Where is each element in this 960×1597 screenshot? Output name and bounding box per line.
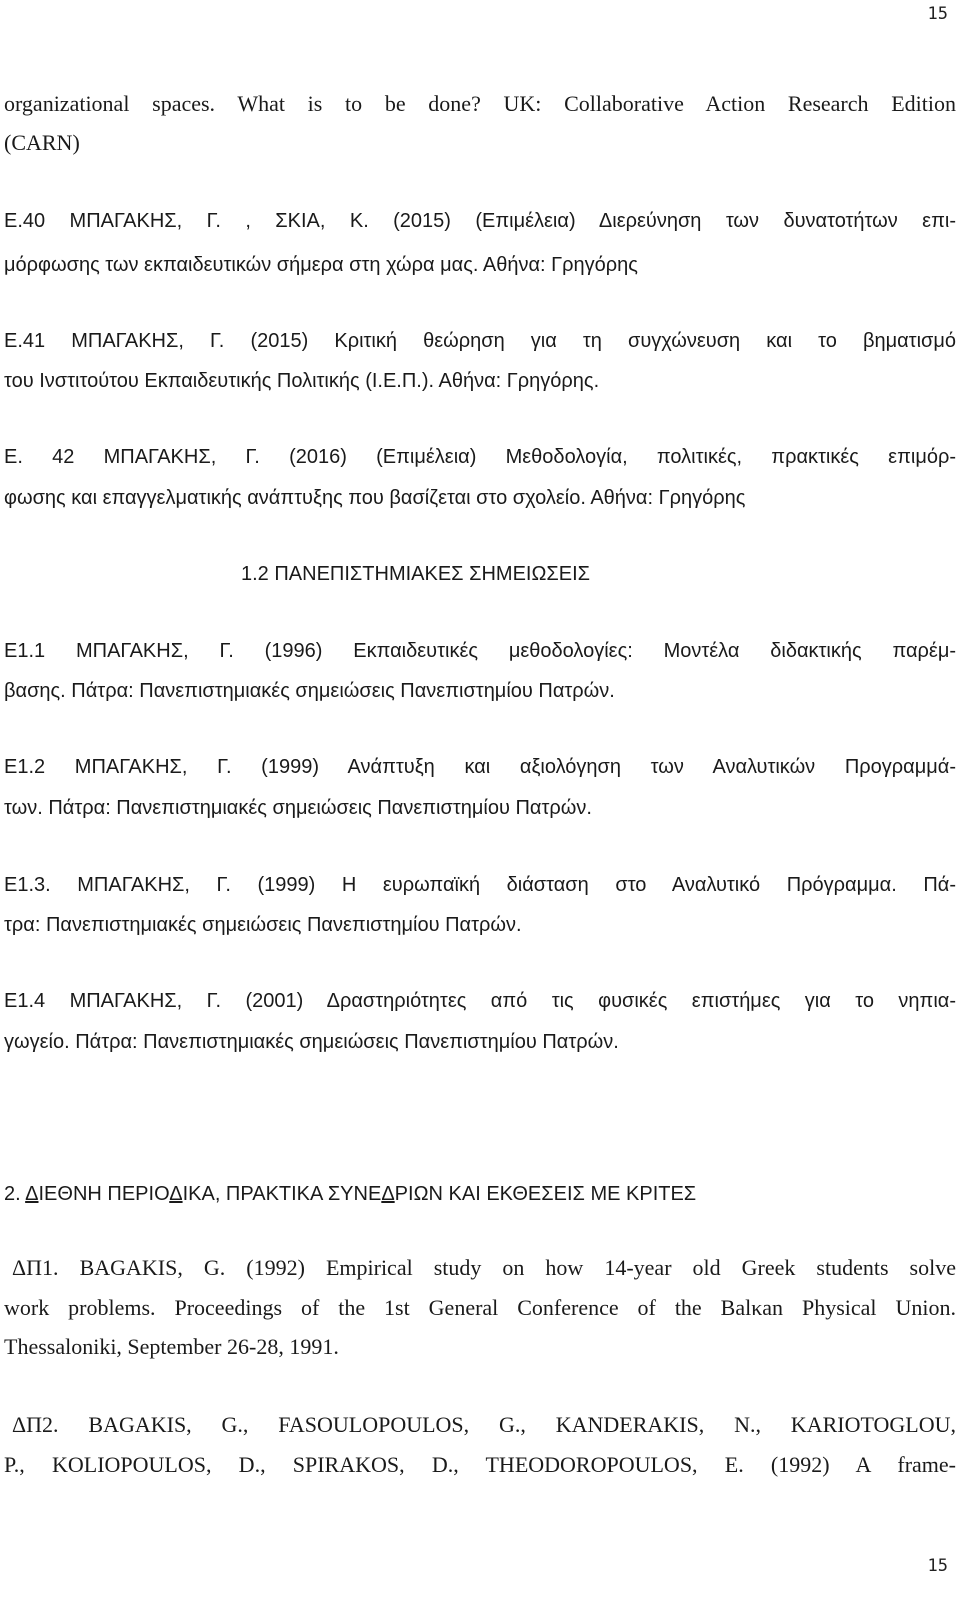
reference-line: μόρφωσης των εκπαιδευτικών σήμερα στη χώρα μας. Αθήνα: Γρηγόρης: [4, 254, 638, 276]
heading-prefix: 2.: [4, 1183, 26, 1205]
reference-line: βασης. Πάτρα: Πανεπιστημιακές σημειώσεις Πανεπιστημίου Πατρών.: [4, 680, 615, 702]
reference-line: work problems. Proceedings of the 1st General Conference of the Balκan Physical Union.: [4, 1295, 956, 1320]
reference-line: [4, 1253, 956, 1283]
reference-line: Ε1.3. ΜΠΑΓΑΚΗΣ, Γ. (1999) Η ευρωπαϊκή διάσταση στο Αναλυτικό Πρόγραμμα. Πά-: [4, 874, 956, 896]
reference-line: Ε1.1 ΜΠΑΓΑΚΗΣ, Γ. (1996) Εκπαιδευτικές μεθοδολογίες: Μοντέλα διδακτικής παρέμ-: [4, 640, 956, 662]
section-heading: 1.2 ΠΑΝΕΠΙΣΤΗΜΙΑΚΕΣ ΣΗΜΕΙΩΣΕΙΣ: [241, 563, 591, 585]
reference-text: BAGAKIS, G. (1992) Empirical study on how 14-year old Greek students solve: [58, 1255, 956, 1280]
reference-line: τρα: Πανεπιστημιακές σημειώσεις Πανεπιστημίου Πατρών.: [4, 914, 522, 936]
reference-line: P., KOLIOPOULOS, D., SPIRAKOS, D., THEODOROPOULOS, E. (1992) A frame-: [4, 1452, 956, 1477]
heading-underlined-letter: Δ: [169, 1183, 183, 1205]
page-number-top: 15: [927, 4, 948, 24]
section-heading-international: [4, 1179, 696, 1209]
heading-part: ΡΙΩΝ ΚΑΙ ΕΚΘΕΣΕΙΣ ΜΕ ΚΡΙΤΕΣ: [394, 1183, 697, 1205]
heading-underlined-letter: Δ: [25, 1183, 39, 1205]
reference-line: Ε.40 ΜΠΑΓΑΚΗΣ, Γ. , ΣΚΙΑ, Κ. (2015) (Επιμέλεια) Διερεύνηση των δυνατοτήτων επι-: [4, 210, 956, 232]
reference-line: Ε1.4 ΜΠΑΓΑΚΗΣ, Γ. (2001) Δραστηριότητες από τις φυσικές επιστήμες για το νηπια-: [4, 990, 956, 1012]
heading-part: ΙΚΑ, ΠΡΑΚΤΙΚΑ ΣΥΝΕ: [182, 1183, 382, 1205]
reference-line: organizational spaces. What is to be done? UK: Collaborative Action Research Edition: [4, 91, 956, 116]
page-number-bottom: 15: [927, 1556, 948, 1576]
heading-part: ΙΕΘΝΗ ΠΕΡΙΟ: [38, 1183, 170, 1205]
reference-text: BAGAKIS, G., FASOULOPOULOS, G., KANDERAKIS, N., KARIOTOGLOU,: [58, 1412, 956, 1437]
reference-line: [4, 1410, 956, 1440]
reference-line: του Ινστιτούτου Εκπαιδευτικής Πολιτικής (Ι.Ε.Π.). Αθήνα: Γρηγόρης.: [4, 370, 600, 392]
heading-underlined-letter: Δ: [381, 1183, 395, 1205]
reference-line: (CARN): [4, 130, 80, 155]
reference-id: ΔΠ1.: [12, 1255, 59, 1280]
reference-id: ΔΠ2.: [12, 1412, 59, 1437]
reference-line: Ε.41 ΜΠΑΓΑΚΗΣ, Γ. (2015) Κριτική θεώρηση για τη συγχώνευση και το βηματισμό: [4, 330, 956, 352]
reference-line: Thessaloniki, September 26-28, 1991.: [4, 1334, 339, 1359]
reference-line: Ε. 42 ΜΠΑΓΑΚΗΣ, Γ. (2016) (Επιμέλεια) Μεθοδολογία, πολιτικές, πρακτικές επιμόρ-: [4, 446, 956, 468]
reference-line: των. Πάτρα: Πανεπιστημιακές σημειώσεις Πανεπιστημίου Πατρών.: [4, 797, 592, 819]
reference-line: γωγείο. Πάτρα: Πανεπιστημιακές σημειώσεις Πανεπιστημίου Πατρών.: [4, 1031, 619, 1053]
reference-line: φωσης και επαγγελματικής ανάπτυξης που βασίζεται στο σχολείο. Αθήνα: Γρηγόρης: [4, 487, 746, 509]
reference-line: Ε1.2 ΜΠΑΓΑΚΗΣ, Γ. (1999) Ανάπτυξη και αξιολόγηση των Αναλυτικών Προγραμμά-: [4, 756, 956, 778]
